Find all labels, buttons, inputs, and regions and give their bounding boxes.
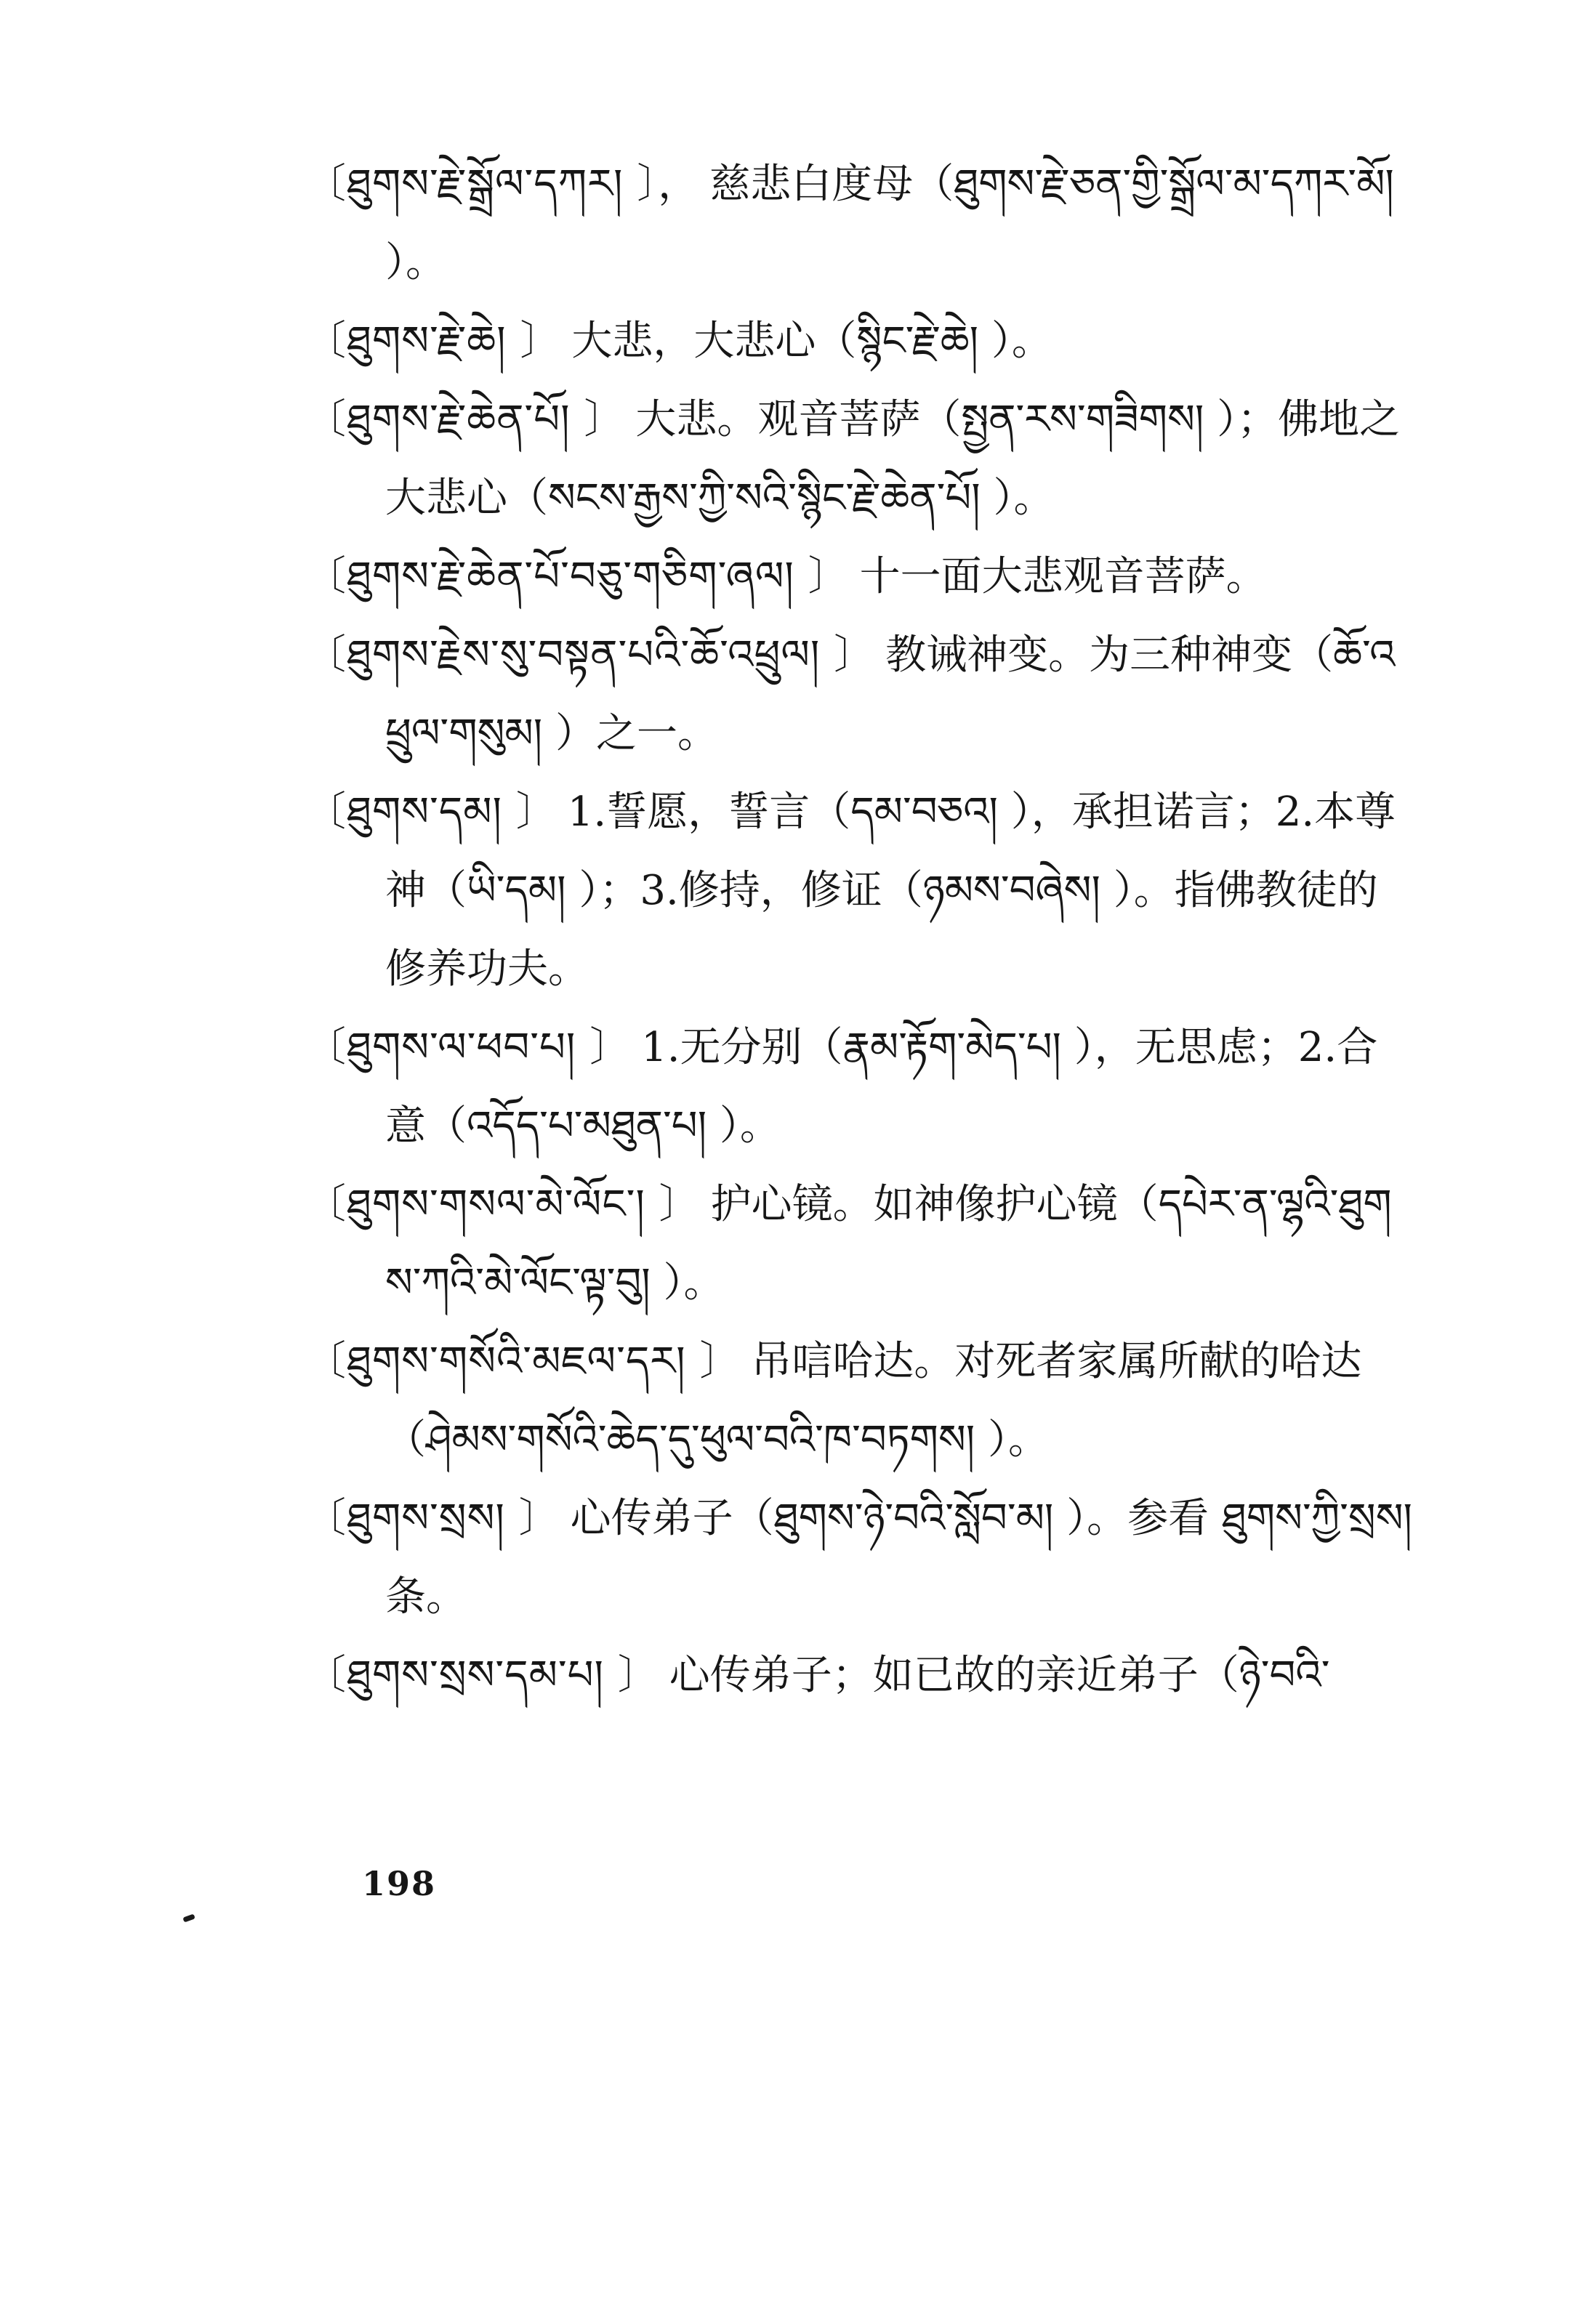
dictionary-entry xyxy=(305,145,1417,302)
entry-gloss: 心传弟子；如已故的亲近弟子（ཉེ་བའི་ xyxy=(669,1652,1330,1699)
ink-speck xyxy=(182,1913,195,1922)
entry-headword: 〔ཐུགས་རྗེ་ཆེན་པོ། 〕 xyxy=(305,396,626,443)
entry-gloss: 大悲。观音菩萨（སྤྱན་རས་གཟིགས། ）；佛地之大悲心（སངས་རྒྱས་ཀྱི་སའི་སྙིང་རྗེ་ཆེན་པོ། ）。 xyxy=(385,396,1401,522)
dictionary-entry xyxy=(305,1637,1417,1715)
entry-headword: 〔ཐུགས་གསོའི་མཇལ་དར། 〕 xyxy=(305,1338,741,1385)
dictionary-entry xyxy=(305,538,1417,616)
entry-gloss: 心传弟子（ཐུགས་ཉེ་བའི་སློབ་མ། ）。参看 ཐུགས་ཀྱི་སྲས། 条。 xyxy=(385,1495,1412,1621)
dictionary-entry xyxy=(305,1480,1417,1637)
entry-gloss: 护心镜。如神像护心镜（དཔེར་ན་ལྷའི་ཐུགས་ཀའི་མེ་ལོང་ལྟ་བུ། ）。 xyxy=(385,1181,1392,1307)
entry-headword: 〔ཐུགས་སྲས། 〕 xyxy=(305,1495,560,1542)
entry-headword: 〔ཐུགས་རྗེ་ཆེན་པོ་བཅུ་གཅིག་ཞལ། 〕 xyxy=(305,553,850,600)
entry-headword: 〔ཐུགས་རྗེ་ཆེ། 〕 xyxy=(305,318,562,365)
entry-headword: 〔ཐུགས་རྗེས་སུ་བསྟན་པའི་ཆོ་འཕྲུལ། 〕 xyxy=(305,632,876,679)
entry-list xyxy=(305,145,1417,1715)
entry-headword: 〔ཐུགས་ལ་ཕབ་པ། 〕 xyxy=(305,1024,632,1071)
entry-gloss: 慈悲白度母（ཐུགས་རྗེ་ཅན་གྱི་སྒྲོལ་མ་དཀར་མོ། ）。 xyxy=(385,161,1394,286)
dictionary-entry xyxy=(305,1166,1417,1323)
dictionary-entry xyxy=(305,773,1417,1009)
dictionary-entry xyxy=(305,1323,1417,1480)
entry-headword: 〔ཐུགས་དམ། 〕 xyxy=(305,788,557,836)
entry-gloss: 1.誓愿，誓言（དམ་བཅའ། ），承担诺言；2.本尊神（ཡི་དམ། ）；3.修持，修证（ཉམས་བཞེས། ）。指佛教徒的修养功夫。 xyxy=(385,788,1396,993)
entry-headword: 〔ཐུགས་རྗེ་སྒྲོལ་དཀར། 〕， xyxy=(305,161,700,208)
dictionary-entry xyxy=(305,1009,1417,1166)
dictionary-entry xyxy=(305,302,1417,381)
dictionary-entry xyxy=(305,616,1417,773)
entry-headword: 〔ཐུགས་སྲས་དམ་པ། 〕 xyxy=(305,1652,659,1699)
dictionary-entry xyxy=(305,381,1417,538)
entry-gloss: 教诫神变。为三种神变（ཆོ་འཕྲུལ་གསུམ། ）之一。 xyxy=(385,632,1396,757)
entry-headword: 〔ཐུགས་གསལ་མེ་ལོང་། 〕 xyxy=(305,1181,701,1228)
entry-gloss: 大悲，大悲心（སྙིང་རྗེ་ཆེ། ）。 xyxy=(571,318,1052,365)
entry-gloss: 十一面大悲观音菩萨。 xyxy=(859,553,1267,600)
entry-gloss: 吊唁哈达。对死者家属所献的哈达（ཤེམས་གསོའི་ཆེད་དུ་ཕུལ་བའི་ཁ་བཏགས། ）。 xyxy=(385,1338,1362,1464)
entry-gloss: 1.无分别（རྣམ་རྟོག་མེད་པ། ），无思虑；2.合意（འདོད་པ་མཐུན་པ། ）。 xyxy=(385,1024,1378,1150)
page-number: 198 xyxy=(362,1864,437,1903)
